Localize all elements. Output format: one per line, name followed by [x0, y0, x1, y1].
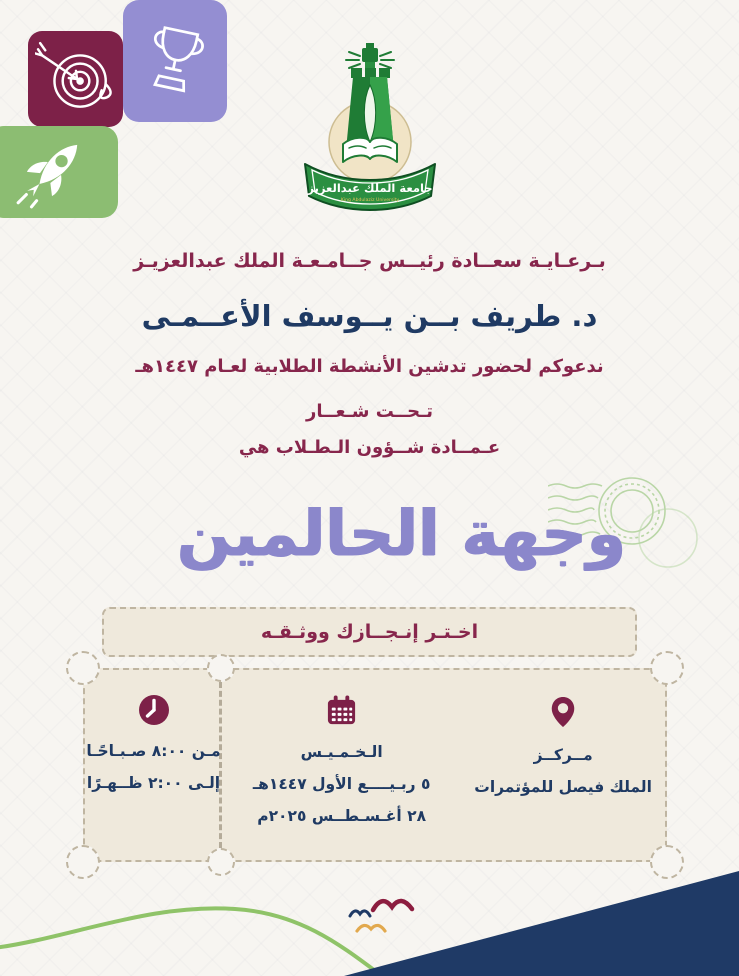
- achievement-banner-text: اخـتـر إنـجــازك ووثـقـه: [260, 621, 479, 643]
- time-to: إلـى ٢:٠٠ ظــهـرًا: [86, 773, 221, 792]
- wave-and-birds-graphic: [0, 845, 739, 976]
- date-day: الـخـمـيـس: [300, 743, 383, 761]
- bird-gold-icon: [357, 925, 385, 931]
- university-logo: [299, 40, 441, 216]
- achievement-banner: [102, 607, 637, 657]
- calendar-icon: [325, 694, 358, 727]
- kau-emblem-icon: [299, 40, 441, 212]
- trophy-icon: [133, 15, 217, 107]
- logo-university-name-ar: جامعة الملك عبدالعزيز: [307, 181, 433, 195]
- deanship-line: عـمــادة شــؤون الـطـلاب هي: [238, 437, 501, 458]
- location-line1: مــركــز: [533, 746, 593, 764]
- slogan-title: وجهة الحالمين: [177, 496, 626, 570]
- target-dart-icon: [35, 38, 117, 120]
- rocket-icon: [9, 131, 97, 213]
- under-slogan-line: تـحــت شـعــار: [306, 401, 433, 422]
- patronage-line: بـرعـايـة سعــادة رئيــس جــامـعـة الملك عبدالعزيـز: [133, 250, 606, 272]
- date-section: [222, 670, 461, 860]
- trophy-badge: [123, 0, 227, 122]
- footer-decoration: [0, 845, 739, 976]
- time-section: [85, 670, 222, 860]
- time-from: مـن ٨:٠٠ صـبـاحًـا: [86, 742, 221, 760]
- clock-icon: [138, 694, 170, 726]
- ticket-main: [222, 670, 665, 860]
- location-section: [461, 670, 665, 860]
- navy-corner-triangle: [344, 871, 739, 976]
- bird-maroon-icon: [373, 901, 412, 910]
- event-ticket: [83, 668, 667, 862]
- date-gregorian: ٢٨ أغـسـطــس ٢٠٢٥م: [257, 806, 427, 825]
- location-line2: الملك فيصل للمؤتمرات: [474, 777, 652, 796]
- invitation-line: ندعوكم لحضور تدشين الأنشطة الطلابية لعـام ١٤٤٧هـ: [135, 356, 604, 377]
- location-pin-icon: [548, 694, 578, 730]
- target-badge: [28, 31, 123, 127]
- president-name: د. طريف بــن يــوسف الأعــمـى: [141, 299, 598, 333]
- date-hijri: ٥ ربـيــــع الأول ١٤٤٧هـ: [252, 774, 431, 793]
- logo-university-name-en: King Abdulaziz University: [340, 198, 400, 203]
- green-wave-line: [0, 908, 378, 973]
- rocket-badge: [0, 126, 118, 218]
- bird-navy-icon: [350, 911, 370, 916]
